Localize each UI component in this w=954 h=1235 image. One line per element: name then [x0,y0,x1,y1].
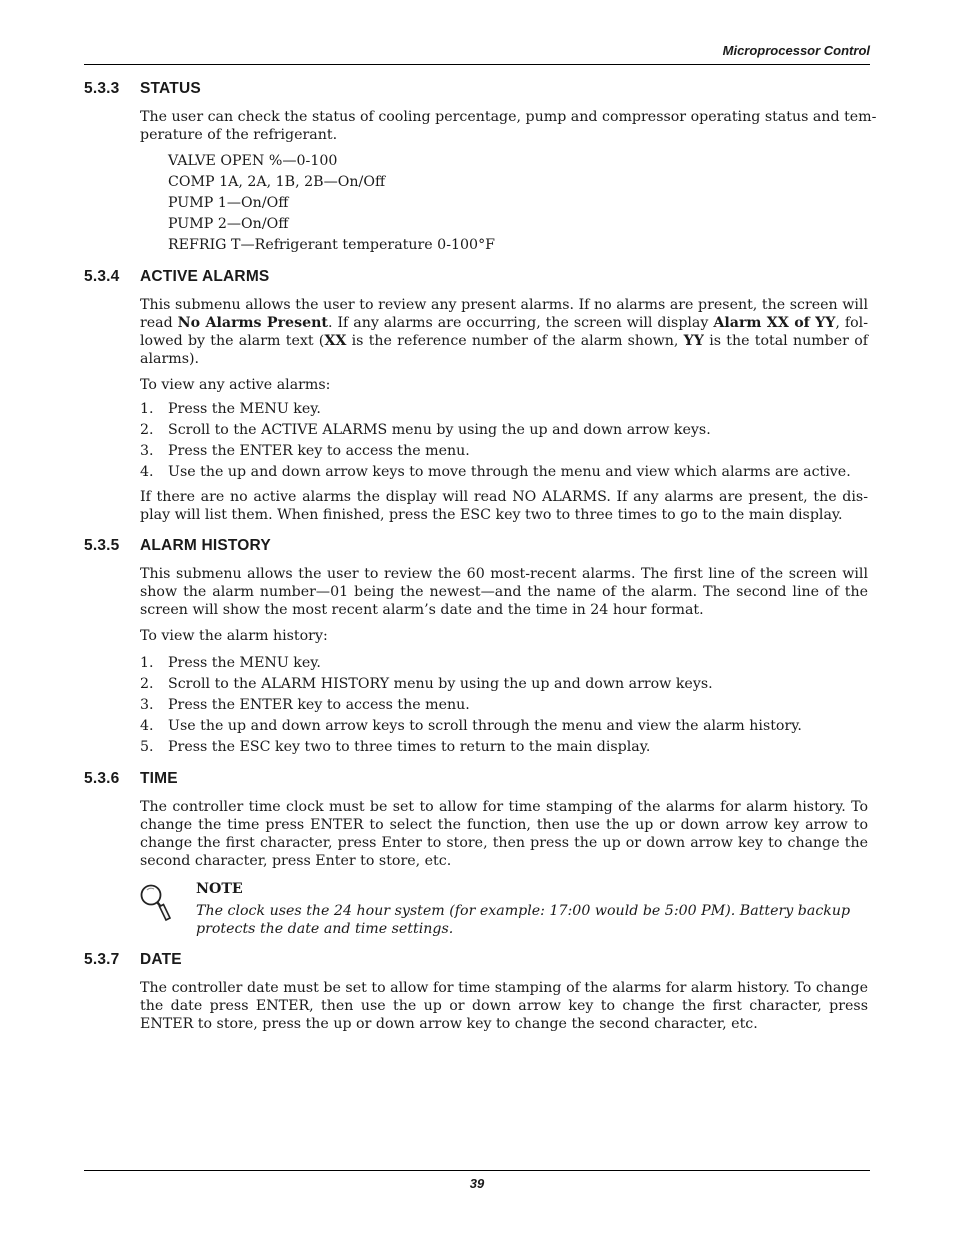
text-line: alarms). [140,351,200,367]
step-number: 2. [140,422,154,438]
list-item [140,442,470,460]
running-header: Microprocessor Control [722,43,870,58]
text-line: The controller date must be set to allow for time stamping of the alarms for alarm history. To change [140,980,868,996]
text-line [140,314,868,332]
step-number: 1. [140,401,154,417]
text-run: is the reference number of the alarm shown, [346,333,684,349]
section-title: ACTIVE ALARMS [140,268,270,285]
step-text: Scroll to the ALARM HISTORY menu by using the up and down arrow keys. [168,676,713,692]
step-text: Press the ESC key two to three times to return to the main display. [168,739,651,755]
time-intro [140,798,868,870]
step-number: 3. [140,697,154,713]
step-number: 5. [140,739,154,755]
section-number: 5.3.3 [84,80,120,97]
text-line: play will list them. When finished, press the ESC key two to three times to go to the main display. [140,507,843,523]
text-line: ENTER to store, press the up or down arrow key to change the second character, etc. [140,1016,758,1032]
step-number: 3. [140,443,154,459]
list-item [140,738,650,756]
page-number: 39 [469,1176,485,1191]
section-heading-date [84,951,182,969]
list-item [140,717,802,735]
step-text: Press the ENTER key to access the menu. [168,443,470,459]
step-number: 4. [140,718,154,734]
step-number: 2. [140,676,154,692]
section-heading-time [84,770,178,788]
list-item [140,400,321,418]
alarm-history-intro [140,565,868,619]
alarm-history-lead: To view the alarm history: [140,628,328,644]
text-line: screen will show the most recent alarm’s date and the time in 24 hour format. [140,602,704,618]
status-item: COMP 1A, 2A, 1B, 2B—On/Off [168,174,386,190]
active-alarms-lead: To view any active alarms: [140,377,331,393]
section-heading-active-alarms [84,268,269,286]
text-line: second character, press Enter to store, etc. [140,853,452,869]
note-text [196,902,851,938]
section-number: 5.3.6 [84,770,120,787]
note-title: NOTE [196,881,243,897]
status-intro [140,108,877,144]
step-text: Scroll to the ACTIVE ALARMS menu by using the up and down arrow keys. [168,422,711,438]
text-run: , fol- [835,315,868,331]
footer-rule [84,1170,870,1171]
yy-label: YY [683,333,704,349]
section-number: 5.3.7 [84,951,120,968]
section-title: DATE [140,951,182,968]
text-line: the date press ENTER, then use the up or down arrow key to change the first character, press [140,998,868,1014]
list-item [140,654,321,672]
list-item [140,675,713,693]
step-number: 4. [140,464,154,480]
step-text: Press the ENTER key to access the menu. [168,697,470,713]
date-intro [140,979,868,1033]
status-item: PUMP 2—On/Off [168,216,289,232]
no-alarms-present-label: No Alarms Present [177,315,328,331]
list-item [140,463,851,481]
text-line: change the time press ENTER to select the function, then use the up or down arrow key arrow to [140,817,868,833]
text-run: is the total number of [703,333,868,349]
section-heading-alarm-history [84,537,271,555]
text-line: The controller time clock must be set to allow for time stamping of the alarms for alarm history. To [140,799,868,815]
alarm-xx-of-yy-label: Alarm XX of YY [713,315,836,331]
text-run: lowed by the alarm text ( [140,333,325,349]
section-heading-status [84,80,201,98]
step-text: Use the up and down arrow keys to scroll through the menu and view the alarm history. [168,718,802,734]
step-text: Use the up and down arrow keys to move through the menu and view which alarms are active. [168,464,851,480]
magnifier-icon [138,883,174,923]
active-alarms-intro [140,296,868,368]
section-number: 5.3.4 [84,268,120,285]
list-item [140,421,711,439]
step-text: Press the MENU key. [168,655,321,671]
xx-label: XX [324,333,347,349]
text-line: If there are no active alarms the display will read NO ALARMS. If any alarms are present, the dis- [140,489,868,505]
text-line: change the first character, press Enter to store, then press the up or down arrow key to change the [140,835,868,851]
text-line: The clock uses the 24 hour system (for example: 17:00 would be 5:00 PM). Battery backup [196,903,851,919]
text-line: show the alarm number—01 being the newest—and the name of the alarm. The second line of the [140,584,868,600]
step-number: 1. [140,655,154,671]
section-title: STATUS [140,80,201,97]
list-item [140,696,470,714]
text-line: This submenu allows the user to review any present alarms. If no alarms are present, the screen will [140,297,868,313]
text-line: This submenu allows the user to review the 60 most-recent alarms. The first line of the screen will [140,566,868,582]
text-run: read [140,315,178,331]
section-number: 5.3.5 [84,537,120,554]
section-title: TIME [140,770,178,787]
text-line [140,332,868,350]
status-item: REFRIG T—Refrigerant temperature 0-100°F [168,237,496,253]
header-rule [84,64,870,65]
section-title: ALARM HISTORY [140,537,271,554]
text-run: . If any alarms are occurring, the screen will display [327,315,714,331]
active-alarms-after [140,488,868,524]
status-item: PUMP 1—On/Off [168,195,289,211]
text-line: The user can check the status of cooling percentage, pump and compressor operating status and tem- [140,109,877,125]
text-line: protects the date and time settings. [196,921,454,937]
text-line: perature of the refrigerant. [140,127,338,143]
step-text: Press the MENU key. [168,401,321,417]
status-item: VALVE OPEN %—0-100 [168,153,338,169]
